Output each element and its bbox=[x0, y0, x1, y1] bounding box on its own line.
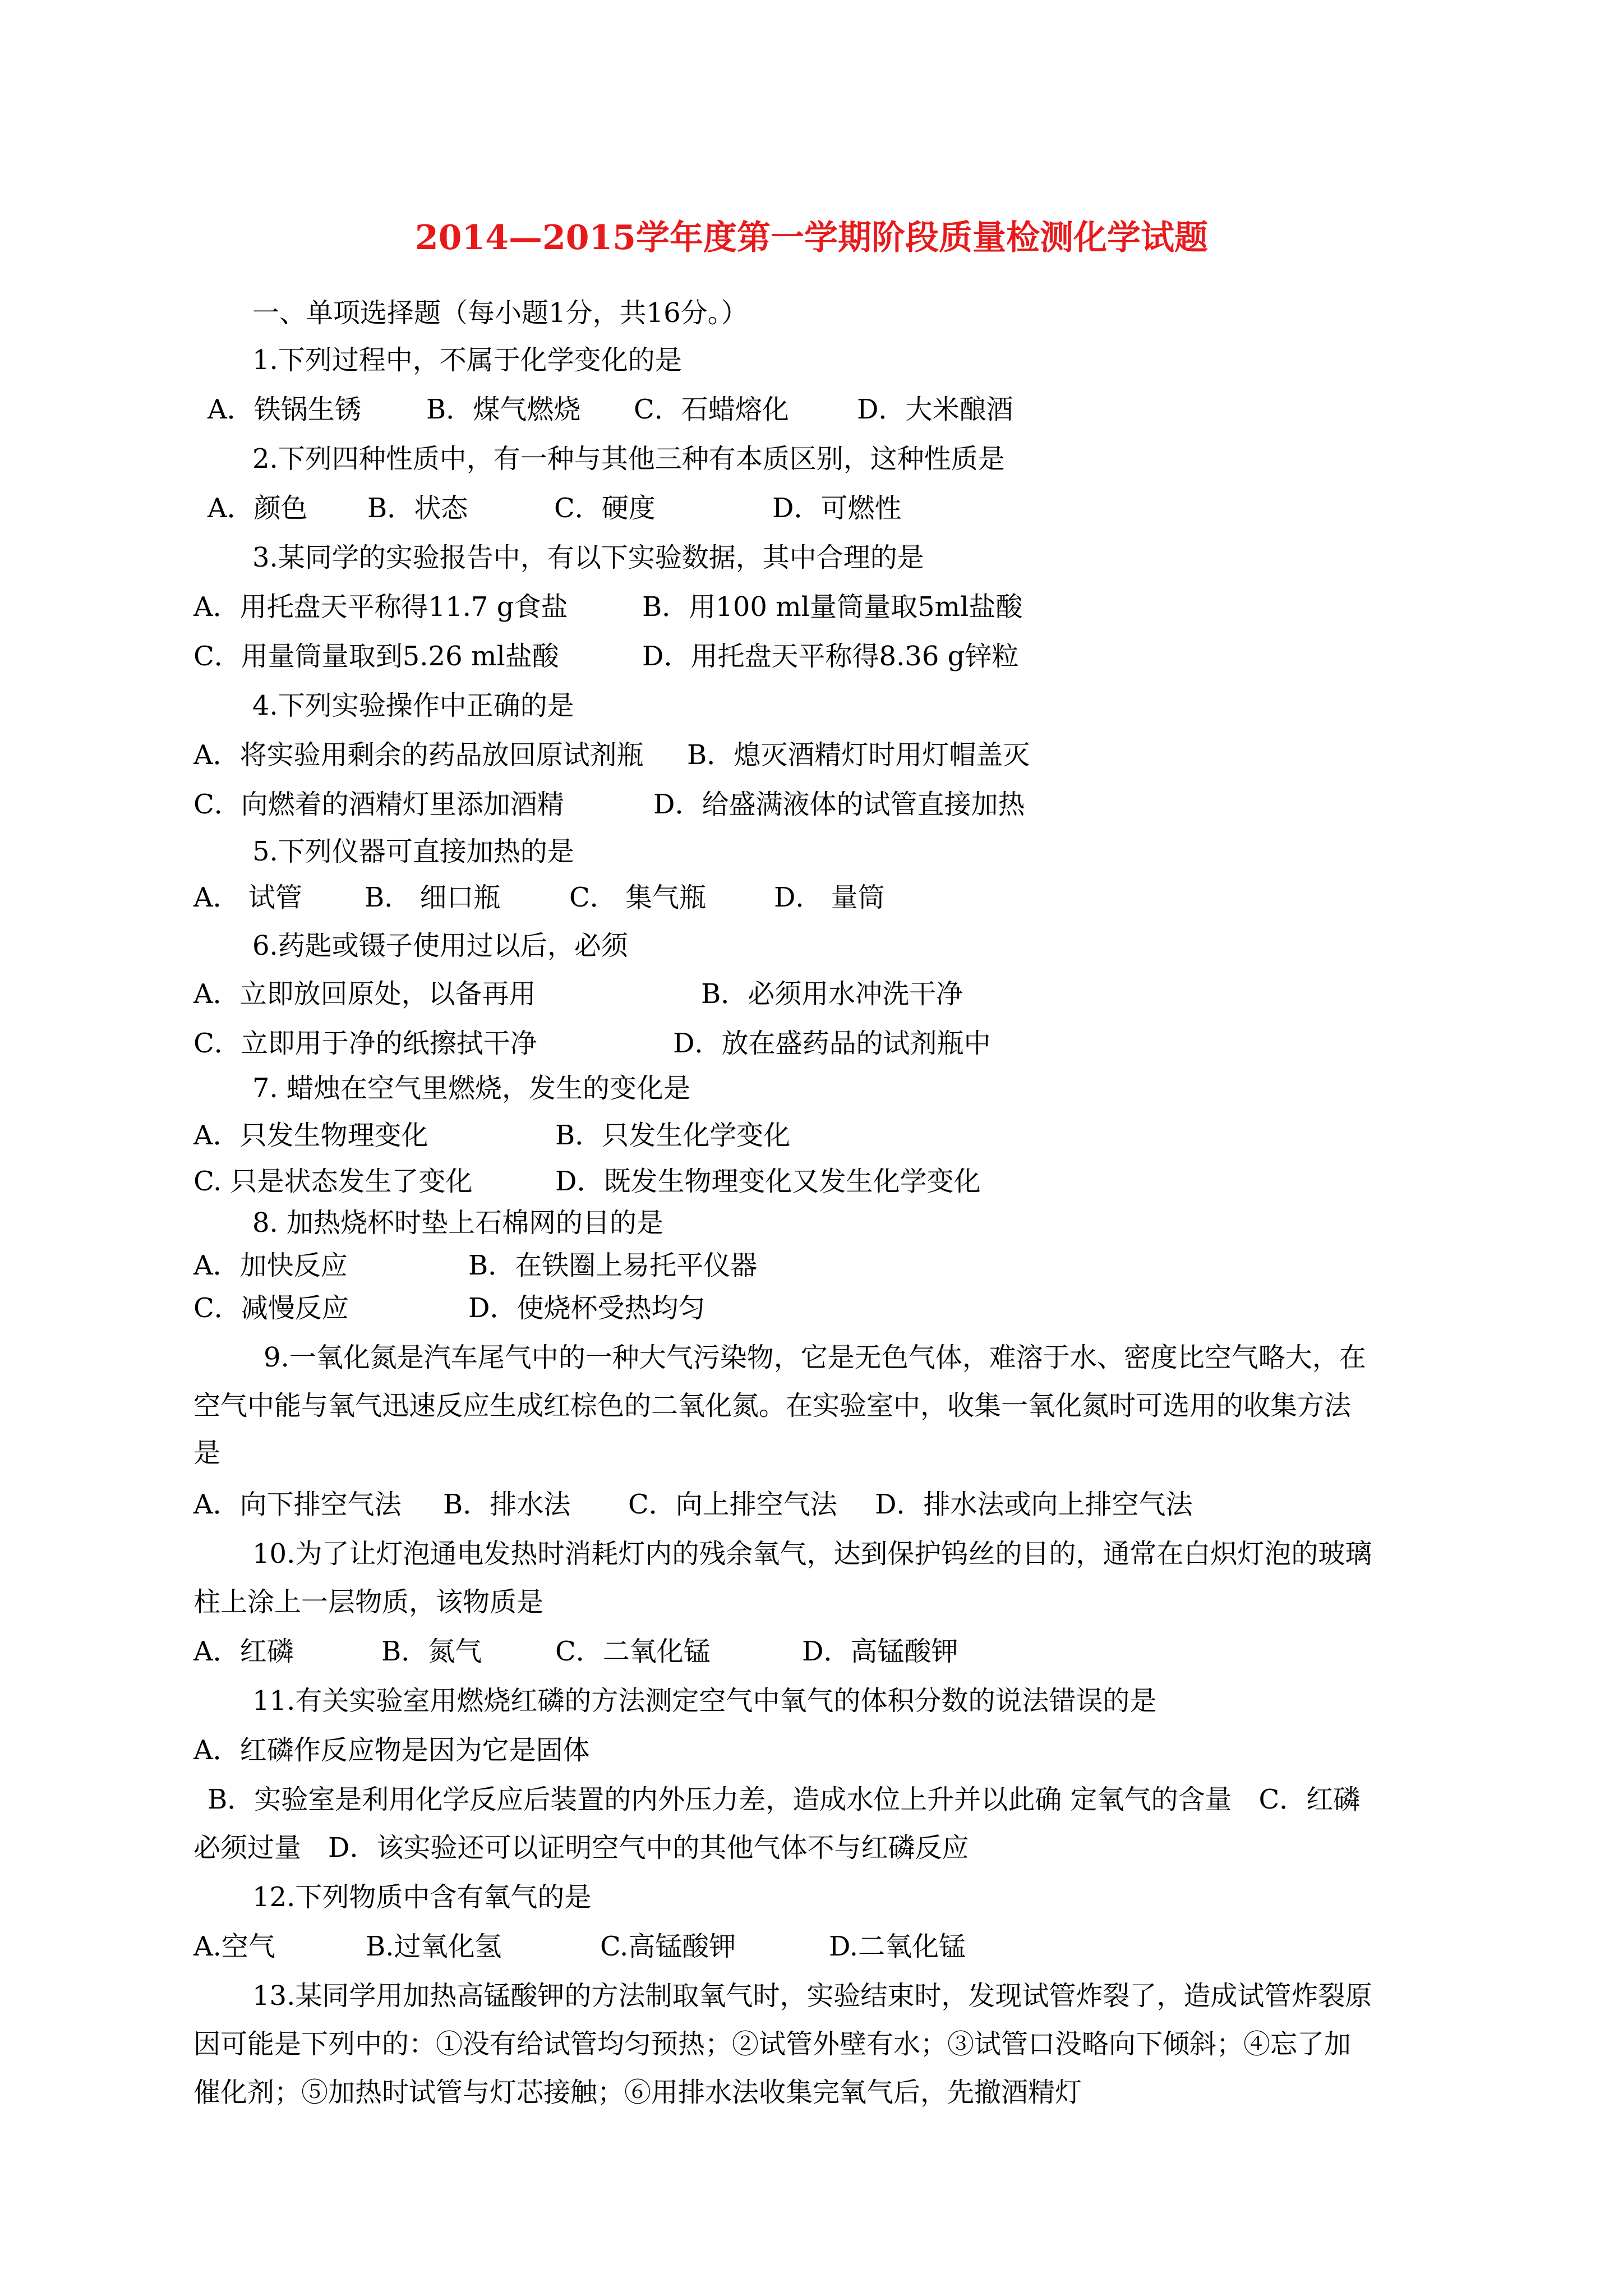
option-b: B．氮气 bbox=[381, 1636, 482, 1667]
option-c: C．硬度 bbox=[554, 493, 656, 524]
option-b: B．排水法 bbox=[443, 1489, 571, 1520]
question-7-stem: 7. 蜡烛在空气里燃烧，发生的变化是 bbox=[252, 1073, 691, 1104]
question-4-stem: 4.下列实验操作中正确的是 bbox=[252, 690, 574, 721]
option-a: A．向下排空气法 bbox=[193, 1489, 402, 1520]
option-a: A．加快反应 bbox=[193, 1250, 348, 1281]
question-9-stem-line-2: 空气中能与氧气迅速反应生成红棕色的二氧化氮。在实验室中，收集一氧化氮时可选用的收集方法 bbox=[193, 1390, 1352, 1421]
option-a: A．立即放回原处，以备再用 bbox=[193, 978, 536, 1010]
question-2-stem: 2.下列四种性质中，有一种与其他三种有本质区别，这种性质是 bbox=[252, 443, 1005, 475]
option-c: C．向上排空气法 bbox=[628, 1489, 837, 1520]
option-c: C.高锰酸钾 bbox=[600, 1931, 736, 1962]
question-5-stem: 5.下列仪器可直接加热的是 bbox=[252, 836, 574, 867]
option-d: D．放在盛药品的试剂瓶中 bbox=[673, 1028, 991, 1059]
option-b: B．只发生化学变化 bbox=[555, 1120, 791, 1151]
question-11-line-1: A．红磷作反应物是因为它是固体 bbox=[193, 1734, 590, 1766]
option-a: A．颜色 bbox=[208, 493, 308, 524]
question-11-stem: 11.有关实验室用燃烧红磷的方法测定空气中氧气的体积分数的说法错误的是 bbox=[252, 1685, 1157, 1717]
option-a: A．铁锅生锈 bbox=[208, 394, 362, 425]
option-d: D.二氧化锰 bbox=[829, 1931, 966, 1962]
option-c: C．二氧化锰 bbox=[555, 1636, 711, 1667]
option-c: C. 只是状态发生了变化 bbox=[193, 1166, 473, 1197]
option-c: C．用量筒量取到5.26 ml盐酸 bbox=[193, 641, 559, 672]
option-d: D．给盛满液体的试管直接加热 bbox=[653, 789, 1025, 820]
question-1-stem: 1.下列过程中，不属于化学变化的是 bbox=[252, 344, 682, 376]
question-13-stem-line-3: 催化剂；⑤加热时试管与灯芯接触；⑥用排水法收集完氧气后，先撤酒精灯 bbox=[193, 2077, 1082, 2108]
option-b: B．用100 ml量筒量取5ml盐酸 bbox=[642, 591, 1023, 623]
option-d: D．可燃性 bbox=[772, 493, 902, 524]
option-c: C．石蜡熔化 bbox=[634, 394, 789, 425]
question-3-stem: 3.某同学的实验报告中，有以下实验数据，其中合理的是 bbox=[252, 542, 924, 573]
option-a: A.空气 bbox=[193, 1931, 275, 1962]
option-c: C．向燃着的酒精灯里添加酒精 bbox=[193, 789, 564, 820]
option-d: D．排水法或向上排空气法 bbox=[875, 1489, 1193, 1520]
question-10-stem-line-1: 10.为了让灯泡通电发热时消耗灯内的残余氧气，达到保护钨丝的目的，通常在白炽灯泡的玻璃 bbox=[252, 1538, 1372, 1570]
question-9-stem-line-1: 9.一氧化氮是汽车尾气中的一种大气污染物，它是无色气体，难溶于水、密度比空气略大，在 bbox=[264, 1342, 1366, 1373]
option-a: A．将实验用剩余的药品放回原试剂瓶 bbox=[193, 739, 644, 771]
question-8-stem: 8. 加热烧杯时垫上石棉网的目的是 bbox=[252, 1207, 664, 1239]
option-d: D．大米酿酒 bbox=[857, 394, 1013, 425]
option-d: D．用托盘天平称得8.36 g锌粒 bbox=[642, 641, 1019, 672]
question-9-stem-line-3: 是 bbox=[193, 1437, 221, 1469]
option-a: A．红磷 bbox=[193, 1636, 294, 1667]
option-c: C．立即用于净的纸擦拭干净 bbox=[193, 1028, 537, 1059]
option-b: B． 细口瓶 bbox=[365, 882, 501, 913]
option-c: C．减慢反应 bbox=[193, 1292, 349, 1324]
question-10-stem-line-2: 柱上涂上一层物质，该物质是 bbox=[193, 1586, 544, 1618]
option-c: C． 集气瓶 bbox=[569, 882, 706, 913]
option-b: B．煤气燃烧 bbox=[426, 394, 581, 425]
option-a: A．用托盘天平称得11.7 g食盐 bbox=[193, 591, 568, 623]
question-13-stem-line-2: 因可能是下列中的：①没有给试管均匀预热；②试管外壁有水；③试管口没略向下倾斜；④忘了加 bbox=[193, 2028, 1352, 2060]
section-heading: 一、单项选择题（每小题1分，共16分。） bbox=[252, 297, 748, 329]
option-b: B．必须用水冲洗干净 bbox=[701, 978, 963, 1010]
option-b: B．熄灭酒精灯时用灯帽盖灭 bbox=[687, 739, 1030, 771]
option-d: D． 量筒 bbox=[774, 882, 885, 913]
option-d: D．高锰酸钾 bbox=[802, 1636, 958, 1667]
option-b: B．在铁圈上易托平仪器 bbox=[468, 1250, 758, 1281]
option-b: B．状态 bbox=[367, 493, 468, 524]
option-d: D．既发生物理变化又发生化学变化 bbox=[555, 1166, 981, 1197]
question-12-stem: 12.下列物质中含有氧气的是 bbox=[252, 1881, 592, 1913]
page-title: 2014—2015学年度第一学期阶段质量检测化学试题 bbox=[415, 218, 1208, 257]
option-d: D．使烧杯受热均匀 bbox=[468, 1292, 706, 1324]
option-b: B.过氧化氢 bbox=[366, 1931, 502, 1962]
question-11-line-3: 必须过量 D．该实验还可以证明空气中的其他气体不与红磷反应 bbox=[193, 1832, 969, 1864]
question-6-stem: 6.药匙或镊子使用过以后，必须 bbox=[252, 930, 628, 961]
option-a: A． 试管 bbox=[193, 882, 302, 913]
question-11-line-2: B．实验室是利用化学反应后装置的内外压力差，造成水位上升并以此确 定氧气的含量 C．红磷 bbox=[208, 1784, 1361, 1815]
option-a: A．只发生物理变化 bbox=[193, 1120, 428, 1151]
question-13-stem-line-1: 13.某同学用加热高锰酸钾的方法制取氧气时，实验结束时，发现试管炸裂了，造成试管炸裂原 bbox=[252, 1980, 1372, 2012]
